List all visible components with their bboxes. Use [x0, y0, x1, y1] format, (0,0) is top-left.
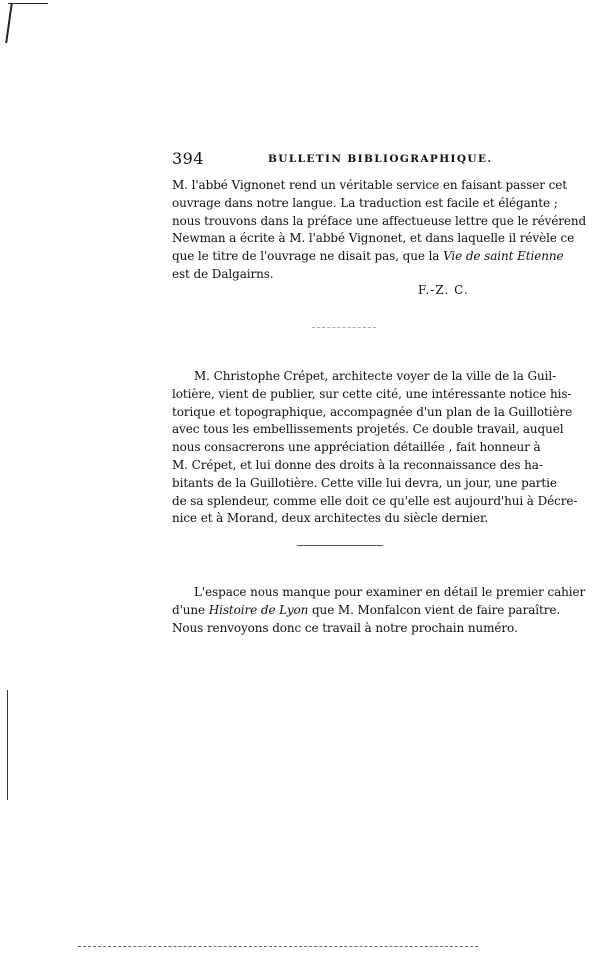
text-fragment: que le titre de l'ouvrage ne disait pas, que la [172, 249, 444, 264]
scan-corner-mark [8, 3, 48, 4]
page-header [172, 149, 512, 171]
text-line: M. l'abbé Vignonet rend un véritable service en faisant passer cet [172, 178, 567, 192]
scan-edge-line [7, 690, 8, 800]
scan-corner-mark-vertical [5, 3, 13, 43]
author-signature: F.-Z. C. [418, 283, 469, 297]
bottom-scan-rule [78, 946, 478, 947]
text-line: avec tous les embellissements projetés. Ce double travail, auquel [172, 422, 564, 437]
text-line: est de Dalgairns. [172, 266, 274, 281]
running-head: BULLETIN BIBLIOGRAPHIQUE. [268, 153, 493, 165]
text-line: torique et topographique, accompagnée d'un plan de la Guillotière [172, 404, 573, 419]
text-line: Newman a écrite à M. l'abbé Vignonet, et dans laquelle il révèle ce [172, 231, 575, 246]
section-separator [312, 327, 376, 328]
text-line: L'espace nous manque pour examiner en détail le premier cahier [194, 585, 586, 599]
text-line: nice et à Morand, deux architectes du siècle dernier. [172, 511, 489, 526]
text-line: de sa splendeur, comme elle doit ce qu'elle est aujourd'hui à Décre- [172, 493, 578, 508]
text-line: Nous renvoyons donc ce travail à notre prochain numéro. [172, 620, 518, 635]
text-line: M. Christophe Crépet, architecte voyer de la ville de la Guil- [194, 369, 557, 383]
text-line: bitants de la Guillotière. Cette ville lui devra, un jour, une partie [172, 475, 557, 490]
text-line [172, 248, 564, 266]
page-number: 394 [172, 149, 205, 168]
text-line: nous consacrerons une appréciation détaillée , fait honneur à [172, 440, 541, 455]
text-line: lotière, vient de publier, sur cette cité, une intéressante notice his- [172, 386, 572, 401]
book-title: Histoire de Lyon [208, 602, 309, 617]
text-line: ouvrage dans notre langue. La traduction est facile et élégante ; [172, 195, 558, 210]
text-line: nous trouvons dans la préface une affectueuse lettre que le révérend [172, 213, 587, 228]
text-fragment: d'une [172, 602, 209, 617]
text-line [172, 602, 561, 620]
review-paragraph [172, 177, 587, 284]
text-fragment: que M. Monfalcon vient de faire paraître. [308, 602, 561, 617]
section-separator [297, 545, 383, 546]
notice-paragraph [172, 368, 578, 528]
text-line: M. Crépet, et lui donne des droits à la reconnaissance des ha- [172, 457, 543, 472]
history-paragraph [172, 584, 586, 637]
book-title: Vie de saint Etienne [443, 249, 564, 264]
